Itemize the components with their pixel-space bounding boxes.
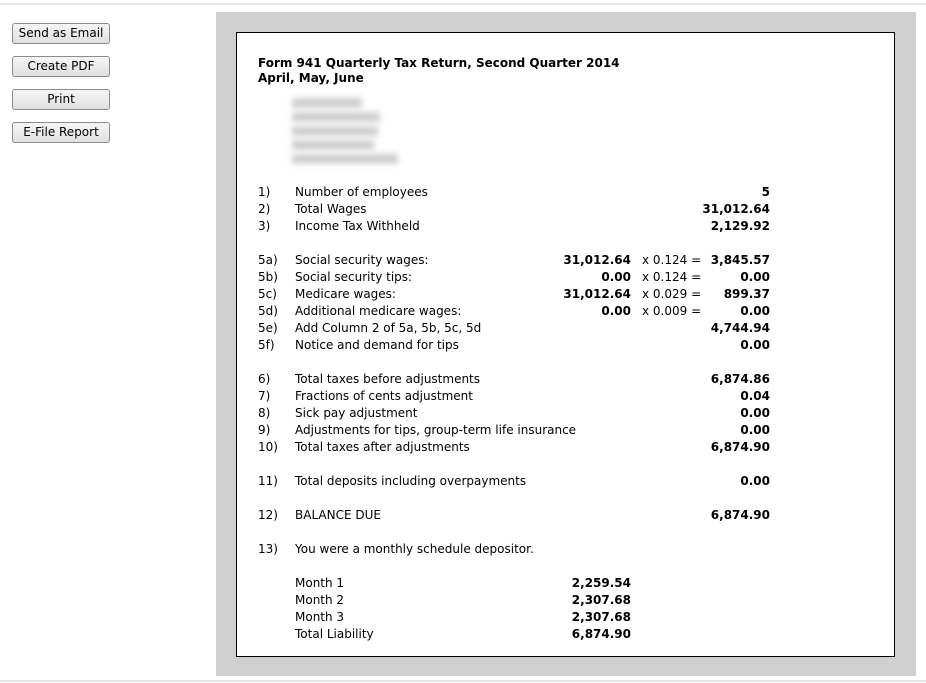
send-as-email-button[interactable]: Send as Email	[12, 23, 110, 44]
line-number: 13)	[258, 542, 278, 556]
line-description: Medicare wages:	[295, 287, 396, 301]
line-number: 7)	[258, 389, 271, 403]
report-line	[0, 304, 926, 321]
line-value: 31,012.64	[702, 202, 770, 216]
line-value: 899.37	[723, 287, 770, 301]
line-value: 0.00	[740, 423, 770, 437]
report-line	[0, 338, 926, 355]
line-value: 6,874.86	[710, 372, 770, 386]
month-value: 2,307.68	[571, 593, 631, 607]
line-number: 5b)	[258, 270, 278, 284]
line-description: Total Wages	[295, 202, 367, 216]
report-line	[0, 321, 926, 338]
month-row	[0, 593, 926, 610]
report-line	[0, 423, 926, 440]
line-description: BALANCE DUE	[295, 508, 381, 522]
report-line	[0, 389, 926, 406]
line-value: 0.04	[740, 389, 770, 403]
line-description: Total taxes before adjustments	[295, 372, 481, 386]
line-number: 12)	[258, 508, 278, 522]
line-description: Notice and demand for tips	[295, 338, 459, 352]
line-number: 5d)	[258, 304, 278, 318]
line-description: Social security tips:	[295, 270, 413, 284]
report-line	[0, 542, 926, 559]
top-divider	[0, 3, 926, 5]
report-title: Form 941 Quarterly Tax Return, Second Quarter 2014	[258, 56, 620, 70]
report-line	[0, 406, 926, 423]
line-description: Total taxes after adjustments	[295, 440, 470, 454]
line-value: 0.00	[740, 338, 770, 352]
line-description: Fractions of cents adjustment	[295, 389, 473, 403]
line-number: 5c)	[258, 287, 277, 301]
month-row	[0, 576, 926, 593]
line-description: Number of employees	[295, 185, 428, 199]
report-line	[0, 440, 926, 457]
line-value: 6,874.90	[710, 440, 770, 454]
report-line	[0, 202, 926, 219]
line-number: 9)	[258, 423, 271, 437]
line-description: Add Column 2 of 5a, 5b, 5c, 5d	[295, 321, 482, 335]
month-row	[0, 627, 926, 644]
line-number: 5f)	[258, 338, 275, 352]
month-value: 6,874.90	[571, 627, 631, 641]
report-line	[0, 474, 926, 491]
line-value: 0.00	[740, 270, 770, 284]
report-line	[0, 253, 926, 270]
line-multiplier: x 0.124 =	[642, 270, 702, 284]
line-amount: 31,012.64	[563, 253, 631, 267]
create-pdf-button[interactable]: Create PDF	[12, 56, 110, 77]
line-amount: 0.00	[601, 270, 631, 284]
report-line	[0, 287, 926, 304]
line-number: 11)	[258, 474, 278, 488]
line-value: 4,744.94	[710, 321, 770, 335]
line-value: 6,874.90	[710, 508, 770, 522]
report-line	[0, 508, 926, 525]
line-value: 0.00	[740, 304, 770, 318]
line-value: 0.00	[740, 406, 770, 420]
line-number: 2)	[258, 202, 271, 216]
line-number: 6)	[258, 372, 271, 386]
month-label: Total Liability	[295, 627, 374, 641]
line-value: 5	[761, 185, 770, 199]
line-description: Additional medicare wages:	[295, 304, 462, 318]
month-value: 2,307.68	[571, 610, 631, 624]
line-description: Total deposits including overpayments	[295, 474, 527, 488]
line-amount: 0.00	[601, 304, 631, 318]
line-value: 3,845.57	[710, 253, 770, 267]
report-line	[0, 219, 926, 236]
line-number: 8)	[258, 406, 271, 420]
report-line	[0, 372, 926, 389]
line-description: Sick pay adjustment	[295, 406, 418, 420]
report-line	[0, 185, 926, 202]
line-description: Adjustments for tips, group-term life insurance	[295, 423, 577, 437]
line-value: 0.00	[740, 474, 770, 488]
e-file-report-button[interactable]: E-File Report	[12, 122, 110, 143]
report-period: April, May, June	[258, 71, 364, 85]
report-line	[0, 270, 926, 287]
line-description: You were a monthly schedule depositor.	[295, 542, 534, 556]
line-multiplier: x 0.029 =	[642, 287, 702, 301]
month-value: 2,259.54	[571, 576, 631, 590]
line-value: 2,129.92	[710, 219, 770, 233]
line-multiplier: x 0.124 =	[642, 253, 702, 267]
bottom-divider	[0, 680, 926, 682]
month-row	[0, 610, 926, 627]
line-number: 3)	[258, 219, 271, 233]
line-multiplier: x 0.009 =	[642, 304, 702, 318]
line-number: 5a)	[258, 253, 278, 267]
line-description: Social security wages:	[295, 253, 429, 267]
line-description: Income Tax Withheld	[295, 219, 420, 233]
month-label: Month 3	[295, 610, 345, 624]
print-button[interactable]: Print	[12, 89, 110, 110]
line-number: 1)	[258, 185, 271, 199]
line-number: 5e)	[258, 321, 278, 335]
month-label: Month 1	[295, 576, 345, 590]
month-label: Month 2	[295, 593, 345, 607]
line-number: 10)	[258, 440, 278, 454]
line-amount: 31,012.64	[563, 287, 631, 301]
